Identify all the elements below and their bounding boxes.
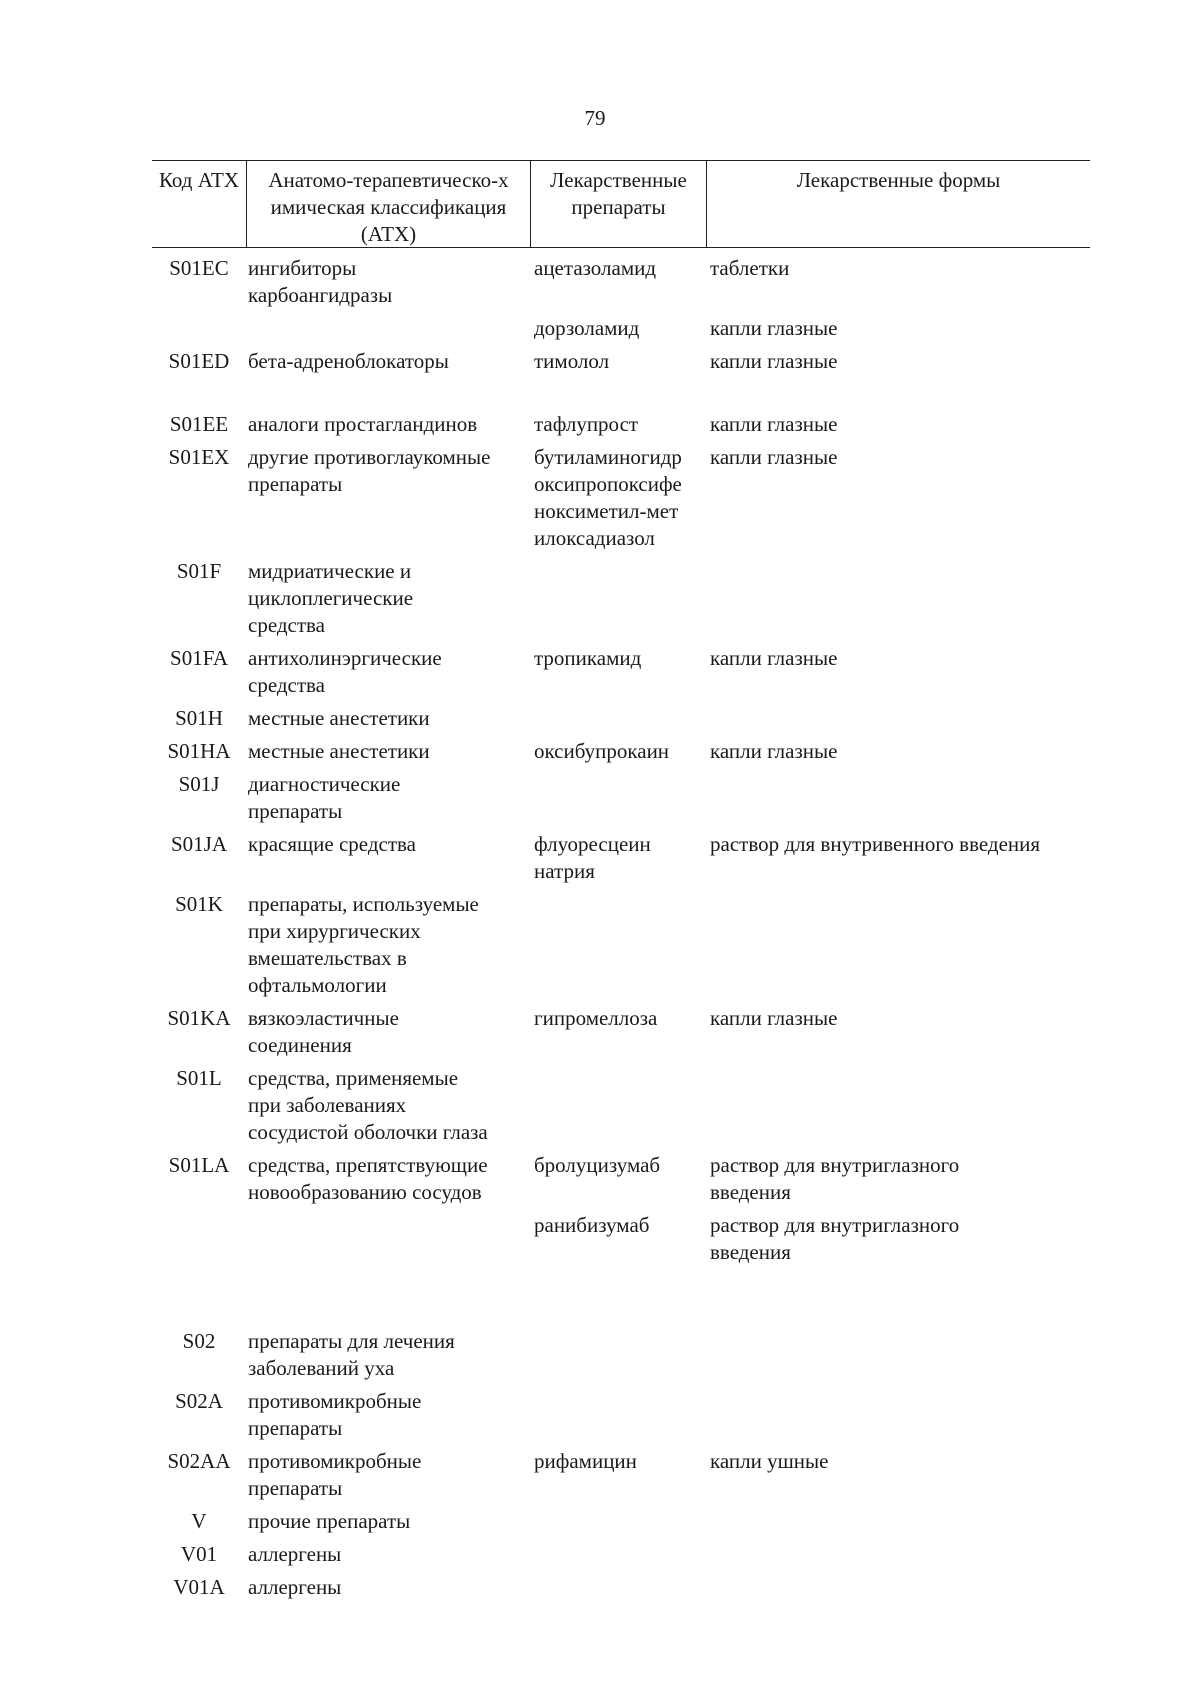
atc-table [152,160,1090,1604]
atc-code [152,315,246,342]
dosage-form: капли глазные [710,1006,838,1030]
atc-code: S01H [175,706,223,730]
atc-classification: противомикробные препараты [248,1449,422,1500]
header-drugs: Лекарственные препараты [530,161,706,248]
atc-code: S02AA [167,1449,231,1473]
table-row [152,1571,1090,1604]
table-row [152,1505,1090,1538]
dosage-form [706,1541,1090,1568]
atc-code: S01KA [167,1006,231,1030]
atc-classification: прочие препараты [248,1509,411,1533]
dosage-form [706,1065,1090,1146]
dosage-form: раствор для внутривенного введения [710,832,1041,856]
atc-code: S01EX [168,445,230,469]
drug-name [530,1388,706,1442]
drug-name [530,705,706,732]
dosage-form: капли глазные [710,646,838,670]
atc-classification: местные анестетики [248,706,430,730]
atc-code: S01FA [170,646,228,670]
drug-name [530,1574,706,1601]
dosage-form: капли глазные [710,445,838,469]
atc-code [152,1212,246,1266]
atc-classification [246,315,530,342]
table-row [152,1325,1090,1385]
table-row [152,1209,1090,1269]
table-row [152,1385,1090,1445]
atc-code: S01HA [167,739,231,763]
table-row [152,1149,1090,1209]
drug-name: ацетазоламид [534,256,657,280]
dosage-form: раствор для внутриглазного введения [710,1153,960,1204]
atc-classification: диагностические препараты [248,772,401,823]
drug-name: дорзоламид [534,316,640,340]
table-row [152,828,1090,888]
table-row [152,1002,1090,1062]
atc-code: V01 [180,1542,218,1566]
atc-classification: препараты, используемые при хирургических вмешательствах в офтальмологии [248,892,479,997]
drug-name [530,1541,706,1568]
dosage-form: капли глазные [710,739,838,763]
drug-name: бутиламиногидр оксипропоксифе ноксиметил-мет илоксадиазол [534,445,682,550]
atc-classification: бета-адреноблокаторы [248,349,449,373]
page-number: 79 [584,106,606,130]
table-row [152,642,1090,702]
dosage-form [706,891,1090,999]
atc-code: S01ED [168,349,230,373]
table-row [152,252,1090,312]
atc-classification: аллергены [248,1542,342,1566]
atc-code: S01LA [168,1153,230,1177]
dosage-form [706,1508,1090,1535]
drug-name [530,1065,706,1146]
atc-classification: препараты для лечения заболеваний уха [248,1329,455,1380]
drug-name [530,771,706,825]
atc-classification: аллергены [248,1575,342,1599]
dosage-form [706,558,1090,639]
table-row [152,702,1090,735]
atc-code: S01J [178,772,220,796]
table-row [152,1062,1090,1149]
drug-name: оксибупрокаин [534,739,670,763]
table-row [152,1538,1090,1571]
table-row [152,555,1090,642]
dosage-form: капли глазные [710,412,838,436]
drug-name: бролуцизумаб [534,1153,661,1177]
atc-code: S01EC [169,256,229,280]
atc-code: S01JA [170,832,228,856]
header-forms: Лекарственные формы [706,161,1090,248]
drug-name [530,558,706,639]
atc-classification: ингибиторы карбоангидразы [248,256,393,307]
atc-code: S01F [176,559,222,583]
atc-classification: антихолинэргические средства [248,646,442,697]
header-classification: Анатомо-терапевтическо-х имическая классификация (АТХ) [246,161,530,248]
atc-code: V [191,1509,207,1533]
dosage-form: капли глазные [710,316,838,340]
dosage-form: капли ушные [710,1449,829,1473]
atc-code: S02 [182,1329,216,1353]
table-row [152,441,1090,555]
table-row [152,312,1090,345]
drug-name [530,1328,706,1382]
drug-name: ранибизумаб [534,1213,650,1237]
atc-code: S02A [175,1389,223,1413]
table-row [152,345,1090,378]
drug-name: тафлупрост [534,412,639,436]
dosage-form [706,705,1090,732]
atc-classification: местные анестетики [248,739,430,763]
drug-name: тропикамид [534,646,642,670]
dosage-form: раствор для внутриглазного введения [710,1213,960,1264]
drug-name [530,891,706,999]
atc-code: S01K [175,892,223,916]
dosage-form [706,1388,1090,1442]
drug-name [530,1508,706,1535]
dosage-form [706,771,1090,825]
atc-code: S01EE [169,412,229,436]
dosage-form: таблетки [710,256,790,280]
table-row [152,888,1090,1002]
atc-classification: противомикробные препараты [248,1389,422,1440]
dosage-form: капли глазные [710,349,838,373]
table-row [152,1445,1090,1505]
atc-classification: другие противоглаукомные препараты [248,445,491,496]
drug-name: рифамицин [534,1449,637,1473]
table-row [152,768,1090,828]
atc-classification: красящие средства [248,832,416,856]
dosage-form [706,1574,1090,1601]
table-row [152,408,1090,441]
atc-classification [246,1212,530,1266]
atc-classification: средства, препятствующие новообразованию сосудов [248,1153,488,1204]
table-header [152,160,1090,248]
table-row [152,735,1090,768]
header-code: Код АТХ [158,168,240,192]
atc-classification: средства, применяемые при заболеваниях сосудистой оболочки глаза [248,1066,488,1144]
drug-name: флуоресцеин натрия [534,832,651,883]
atc-classification: вязкоэластичные соединения [248,1006,399,1057]
atc-code: V01A [173,1575,225,1599]
drug-name: тимолол [534,349,610,373]
drug-name: гипромеллоза [534,1006,658,1030]
atc-classification: мидриатические и циклоплегические средства [248,559,414,637]
atc-classification: аналоги простагландинов [248,412,478,436]
atc-code: S01L [176,1066,222,1090]
dosage-form [706,1328,1090,1382]
